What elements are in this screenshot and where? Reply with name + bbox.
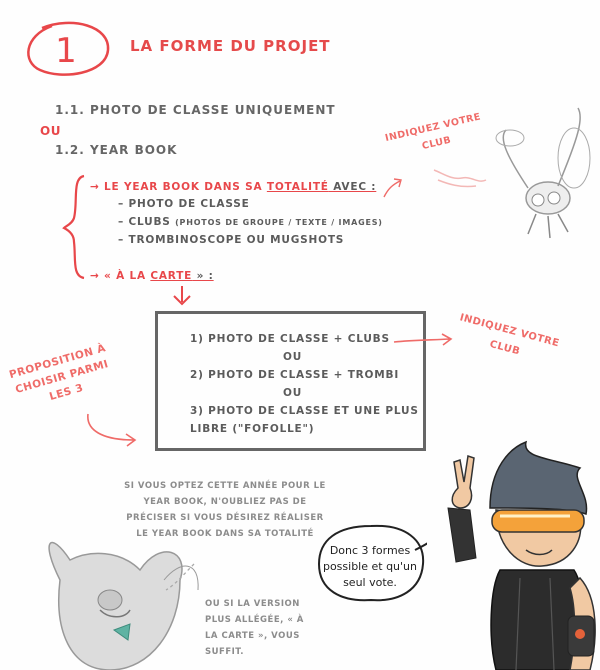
lighter-version-note: OU SI LA VERSION PLUS ALLÉGÉE, « À LA CARTE », VOUS SUFFIT. <box>205 599 304 657</box>
yearbook-total-suffix: AVEC : <box>328 181 377 193</box>
option-year-book: 1.2. YEAR BOOK <box>55 143 178 157</box>
yearbook-total-highlight: TOTALITÉ <box>266 181 329 193</box>
yearbook-item-clubs-label: – CLUBS <box>118 216 171 228</box>
choice-1: 1) PHOTO DE CLASSE + CLUBS <box>190 333 390 345</box>
clubs-note: (PHOTOS DE GROUPE / TEXTE / IMAGES) <box>175 218 383 227</box>
speech-bubble-text: Donc 3 formes possible et qu'un seul vote. <box>322 544 418 589</box>
proposition-note: PROPOSITION À CHOISIR PARMI LES 3 <box>7 342 110 403</box>
or-label: OU <box>283 351 303 363</box>
cartoon-character-icon <box>430 438 600 670</box>
brace-icon <box>62 172 88 282</box>
yearbook-total-prefix: → LE YEAR BOOK DANS SA <box>90 181 267 193</box>
choice-3: 3) PHOTO DE CLASSE ET UNE PLUS <box>190 405 419 417</box>
choice-3-continued: LIBRE ("FOFOLLE") <box>190 423 315 435</box>
or-label: OU <box>40 124 61 138</box>
club-note-top: INDIQUEZ VOTRE CLUB <box>384 111 483 153</box>
option-class-photo: 1.1. PHOTO DE CLASSE UNIQUEMENT <box>55 103 336 117</box>
carte-highlight: CARTE <box>150 270 193 282</box>
circled-number: 1 <box>55 31 77 71</box>
yearbook-total-line <box>90 181 376 193</box>
curved-arrow-icon <box>82 410 142 450</box>
page-title: LA FORME DU PROJET <box>130 37 331 55</box>
insect-sketch-icon <box>488 98 598 248</box>
right-arrow-icon <box>392 330 456 350</box>
choice-2: 2) PHOTO DE CLASSE + TROMBI <box>190 369 400 381</box>
carte-prefix: → « À LA <box>90 270 151 282</box>
down-arrow-icon <box>168 284 198 308</box>
scribble-icon <box>430 150 490 190</box>
yearbook-item-trombinoscope: – TROMBINOSCOPE OU MUGSHOTS <box>118 234 345 246</box>
year-book-reminder: SI VOUS OPTEZ CETTE ANNÉE POUR LE YEAR BOOK, N'OUBLIEZ PAS DE PRÉCISER SI VOUS DÉSIREZ RÉALISER LE YEAR BOOK DANS SA TOTALITÉ <box>124 481 326 539</box>
yearbook-item-clubs <box>118 216 383 228</box>
dashed-arrow-icon <box>160 560 200 600</box>
yearbook-item-class-photo: – PHOTO DE CLASSE <box>118 198 250 210</box>
carte-suffix: » : <box>192 270 214 282</box>
club-note-right: INDIQUEZ VOTRE CLUB <box>458 312 561 358</box>
or-label: OU <box>283 387 303 399</box>
yearbook-carte-line <box>90 270 214 282</box>
squiggle-arrow-icon <box>380 175 410 199</box>
circled-number-icon <box>22 18 114 82</box>
